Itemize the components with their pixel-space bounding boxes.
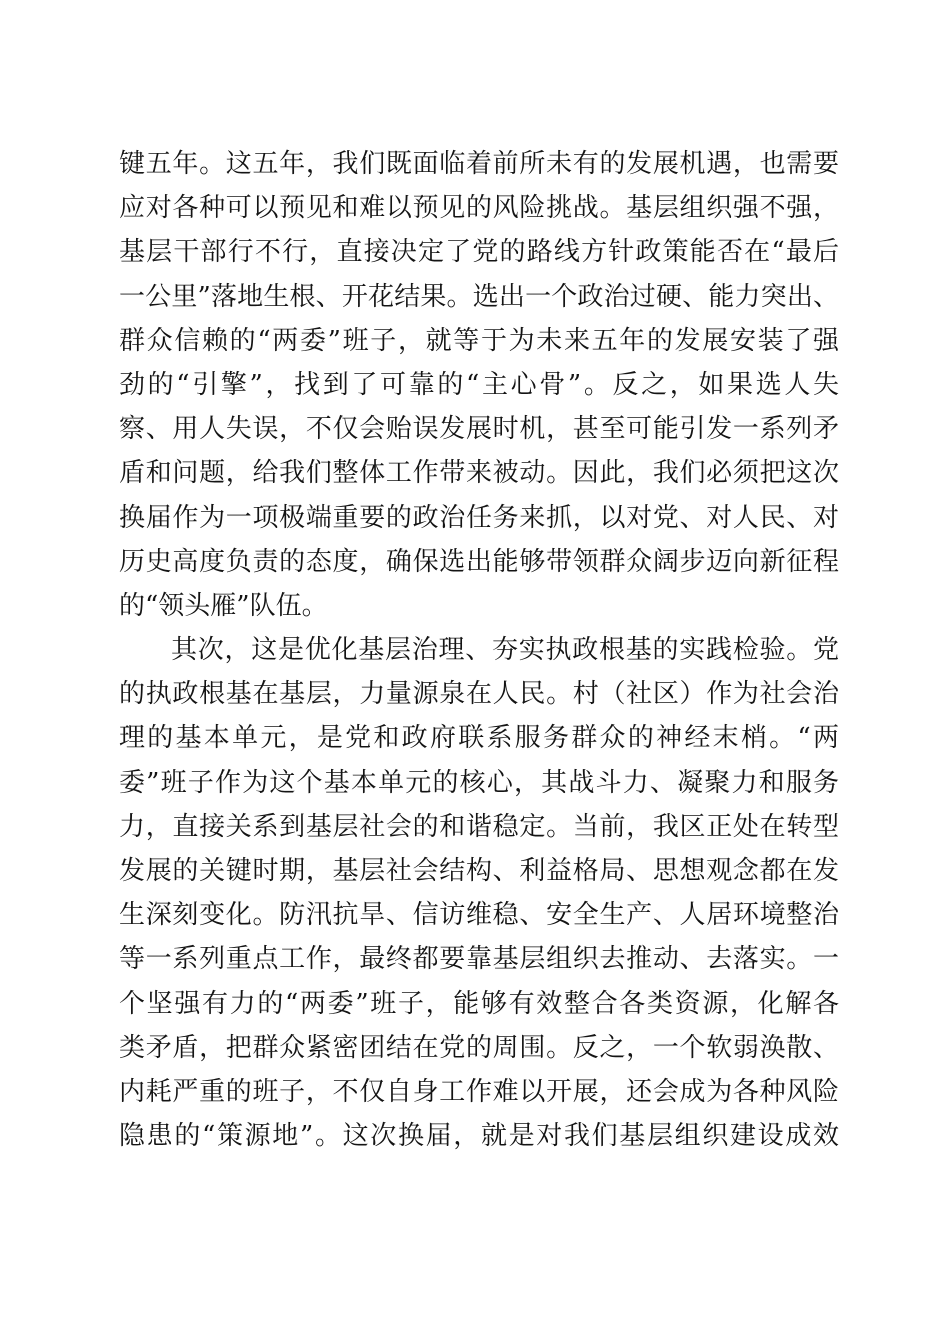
text-line: 力，直接关系到基层社会的和谐稳定。当前，我区正处在转型	[119, 811, 839, 842]
text-line: 的“领头雁”队伍。	[119, 590, 328, 621]
text-line: 委”班子作为这个基本单元的核心，其战斗力、凝聚力和服务	[119, 767, 839, 798]
text-line: 键五年。这五年，我们既面临着前所未有的发展机遇，也需要	[119, 149, 839, 179]
text-line: 等一系列重点工作，最终都要靠基层组织去推动、去落实。一	[119, 944, 839, 975]
text-line: 个坚强有力的“两委”班子，能够有效整合各类资源，化解各	[119, 988, 839, 1019]
text-line: 的执政根基在基层，力量源泉在人民。村（社区）作为社会治	[119, 679, 839, 710]
text-line: 一公里”落地生根、开花结果。选出一个政治过硬、能力突出、	[119, 281, 839, 312]
text-line: 历史高度负责的态度，确保选出能够带领群众阔步迈向新征程	[119, 546, 839, 577]
text-line: 发展的关键时期，基层社会结构、利益格局、思想观念都在发	[119, 856, 839, 886]
text-line: 内耗严重的班子，不仅自身工作难以开展，还会成为各种风险	[119, 1076, 839, 1107]
text-line: 换届作为一项极端重要的政治任务来抓，以对党、对人民、对	[119, 502, 839, 533]
text-line: 察、用人失误，不仅会贻误发展时机，甚至可能引发一系列矛	[119, 414, 839, 445]
paragraph-1	[119, 142, 839, 628]
text-line: 盾和问题，给我们整体工作带来被动。因此，我们必须把这次	[119, 458, 839, 489]
text-line: 群众信赖的“两委”班子，就等于为未来五年的发展安装了强	[119, 325, 839, 356]
text-line: 应对各种可以预见和难以预见的风险挑战。基层组织强不强，	[119, 193, 839, 224]
text-line: 其次，这是优化基层治理、夯实执政根基的实践检验。党	[171, 635, 839, 666]
text-line: 理的基本单元，是党和政府联系服务群众的神经末梢。“两	[119, 723, 839, 754]
text-line: 基层干部行不行，直接决定了党的路线方针政策能否在“最后	[119, 237, 839, 268]
document-body	[119, 142, 839, 1158]
paragraph-2	[119, 628, 839, 1158]
text-line: 隐患的“策源地”。这次换届，就是对我们基层组织建设成效	[119, 1121, 839, 1152]
text-line: 生深刻变化。防汛抗旱、信访维稳、安全生产、人居环境整治	[119, 900, 839, 931]
text-line: 劲的“引擎”，找到了可靠的“主心骨”。反之，如果选人失	[119, 369, 839, 400]
text-line: 类矛盾，把群众紧密团结在党的周围。反之，一个软弱涣散、	[119, 1032, 839, 1063]
